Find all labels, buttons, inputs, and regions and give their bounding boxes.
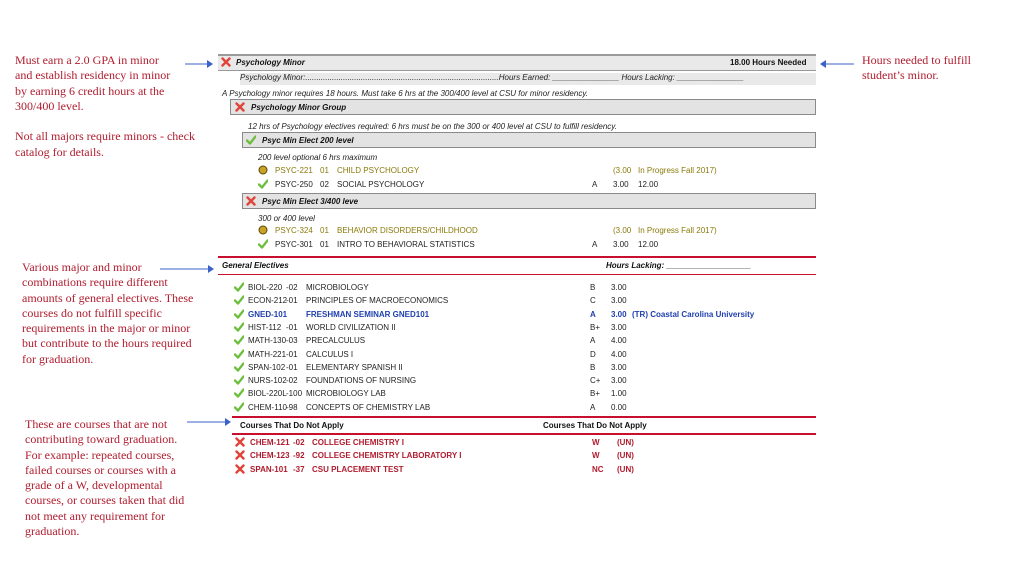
course-section: -01 [286,296,298,306]
course-code: MATH-130 [248,336,287,346]
course-name: INTRO TO BEHAVIORAL STATISTICS [337,240,475,249]
table-row[interactable] [0,240,1024,253]
course-credits: 3.00 [611,322,627,332]
course-grade: C [590,296,596,306]
course-extra: In Progress Fall 2017) [638,166,717,175]
course-code: ECON-212 [248,296,288,306]
course-code: SPAN-102 [248,362,286,372]
course-credits: 3.00 [611,362,627,372]
course-credits: 3.00 [613,180,629,189]
course-grade: B+ [590,389,601,399]
course-grade: A [590,309,596,319]
course-code: PSYC-221 [275,166,313,175]
course-grade: A [590,336,596,346]
course-code: BIOL-220L [248,389,287,399]
course-credits: 4.00 [611,336,627,346]
course-section: -98 [286,402,298,412]
course-grade: D [590,349,596,359]
note-minor-gpa: Must earn a 2.0 GPA in minor and establish residency in minor by earning 6 credit hours at the 300/400 level. Not all majors require minors - check catalog for details. [15,53,195,159]
course-section: -02 [286,283,298,292]
table-row[interactable] [0,389,1024,402]
electives-title: General Electives [222,261,289,270]
course-name: CALCULUS I [306,349,354,359]
course-name: PRINCIPLES OF MACROECONOMICS [306,296,449,306]
course-grade: C+ [590,376,601,386]
course-name: FOUNDATIONS OF NURSING [306,376,417,386]
course-name: SOCIAL PSYCHOLOGY [337,180,425,189]
course-name: WORLD CIVILIZATION II [306,322,396,332]
minor-title: Psychology Minor [236,58,305,67]
table-row[interactable] [0,283,1024,296]
course-code: PSYC-324 [275,226,313,235]
course-code: NURS-102 [248,376,287,386]
table-row[interactable] [0,296,1024,309]
table-row[interactable] [0,403,1024,416]
table-row[interactable] [0,310,1024,323]
course-credits: (UN) [617,438,634,447]
course-code: HIST-112 [248,322,282,332]
course-section: -01 [286,322,298,332]
minor-header-bar [218,54,816,71]
course-credits: (UN) [617,464,634,474]
table-row[interactable] [0,350,1024,363]
x-icon [235,102,245,112]
not-apply-divider [232,416,816,418]
arrow-left-icon [818,59,854,69]
course-grade: A [592,240,598,249]
course-code: MATH-221 [248,349,287,359]
course-code: SPAN-101 [250,464,288,474]
course-grade: NC [592,464,604,474]
note-not-apply: These are courses that are not contributing toward graduation. For example: repeated courses, failed courses or courses with a grade of a W, developmental courses, or courses taken that did not meet any requirement for graduation. [25,417,185,539]
course-grade: A [590,402,596,412]
course-name: ELEMENTARY SPANISH II [306,362,403,372]
electives-divider [218,256,816,258]
course-name: PRECALCULUS [306,336,366,346]
course-grade: W [592,438,600,447]
x-icon [246,196,256,206]
course-name: MICROBIOLOGY LAB [306,389,386,399]
course-code: CHEM-121 [250,438,290,447]
table-row[interactable] [0,438,1024,451]
course-grade: B [590,283,596,292]
course-credits: 3.00 [613,240,629,249]
course-code: CHEM-123 [250,451,290,461]
course-section: -03 [286,336,298,346]
course-section: -92 [293,451,305,461]
arrow-right-icon [185,59,215,69]
elect200-note: 200 level optional 6 hrs maximum [258,153,378,162]
minor-summary-line: Psychology Minor:.......................................................................................Hours Earned: _______________ Hours Lacking: _______________ [240,73,816,85]
course-name: CONCEPTS OF CHEMISTRY LAB [306,402,431,412]
elect300-title: Psyc Min Elect 3/400 leve [262,197,359,206]
table-row[interactable] [0,363,1024,376]
course-extra: In Progress Fall 2017) [638,226,717,235]
course-name: BEHAVIOR DISORDERS/CHILDHOOD [337,226,478,235]
course-credits: 0.00 [611,402,627,412]
course-credits: 3.00 [611,376,627,386]
electives-hours-lacking: Hours Lacking: ___________________ [606,261,751,270]
course-name: CSU PLACEMENT TEST [312,464,404,474]
course-code: BIOL-220 [248,283,283,292]
course-section: -100 [286,389,303,399]
arrow-right-icon [187,417,233,427]
course-credits: (3.00 [613,226,632,235]
course-code: CHEM-110 [248,402,287,412]
course-section: -02 [286,376,298,386]
course-section: -01 [286,362,298,372]
course-name: FRESHMAN SEMINAR GNED101 [306,309,430,319]
course-extra: 12.00 [638,180,659,189]
course-name: CHILD PSYCHOLOGY [337,166,420,175]
table-row[interactable] [0,465,1024,478]
note-hours-needed: Hours needed to fulfill student’s minor. [862,53,971,83]
course-extra: 12.00 [638,240,659,249]
not-apply-title-right: Courses That Do Not Apply [543,421,647,430]
course-section: 01 [320,226,329,235]
elect200-title: Psyc Min Elect 200 level [262,136,354,145]
course-grade: W [592,451,600,461]
elect300-note: 300 or 400 level [258,214,315,223]
course-section: 01 [320,240,329,249]
course-section: -02 [293,438,305,447]
table-row[interactable] [0,451,1024,464]
not-apply-underline [232,433,816,435]
course-credits: (3.00 [613,166,632,175]
course-grade: A [592,180,598,189]
course-code: GNED-101 [248,309,288,319]
course-credits: 4.00 [611,349,627,359]
course-section: 01 [320,166,329,175]
note-electives: Various major and minor combinations require different amounts of general electives. These courses do not fulfill specific requirements in the major or minor but contribute to the hours required for graduation. [22,260,194,366]
table-row[interactable] [0,376,1024,389]
table-row[interactable] [0,323,1024,336]
table-row[interactable] [0,166,1024,179]
course-credits: 1.00 [611,389,627,399]
minor-requirement: A Psychology minor requires 18 hours. Must take 6 hrs at the 300/400 level at CSU for minor residency. [222,89,588,98]
group-requirement: 12 hrs of Psychology electives required: 6 hrs must be on the 300 or 400 level at CSU to fulfill residency. [248,122,617,131]
course-credits: 3.00 [611,296,627,306]
not-apply-title: Courses That Do Not Apply [240,421,344,430]
course-credits: 3.00 [611,309,627,319]
course-credits: 3.00 [611,283,627,292]
check-icon [246,135,256,145]
course-code: PSYC-250 [275,180,313,189]
course-grade: B [590,362,596,372]
course-grade: B+ [590,322,601,332]
course-name: MICROBIOLOGY [306,283,369,292]
course-section: -01 [286,349,298,359]
course-section: -37 [293,464,305,474]
course-section: 02 [320,180,329,189]
minor-hours-needed: 18.00 Hours Needed [730,58,807,67]
arrow-right-icon [160,264,216,274]
course-extra: (TR) Coastal Carolina University [632,309,755,319]
x-icon [221,57,231,67]
minor-group-title: Psychology Minor Group [251,103,347,112]
course-credits: (UN) [617,451,634,461]
electives-underline [218,274,816,275]
table-row[interactable] [0,226,1024,239]
course-name: COLLEGE CHEMISTRY I [312,438,405,447]
table-row[interactable] [0,336,1024,349]
course-name: COLLEGE CHEMISTRY LABORATORY I [312,451,462,461]
course-code: PSYC-301 [275,240,313,249]
table-row[interactable] [0,180,1024,193]
